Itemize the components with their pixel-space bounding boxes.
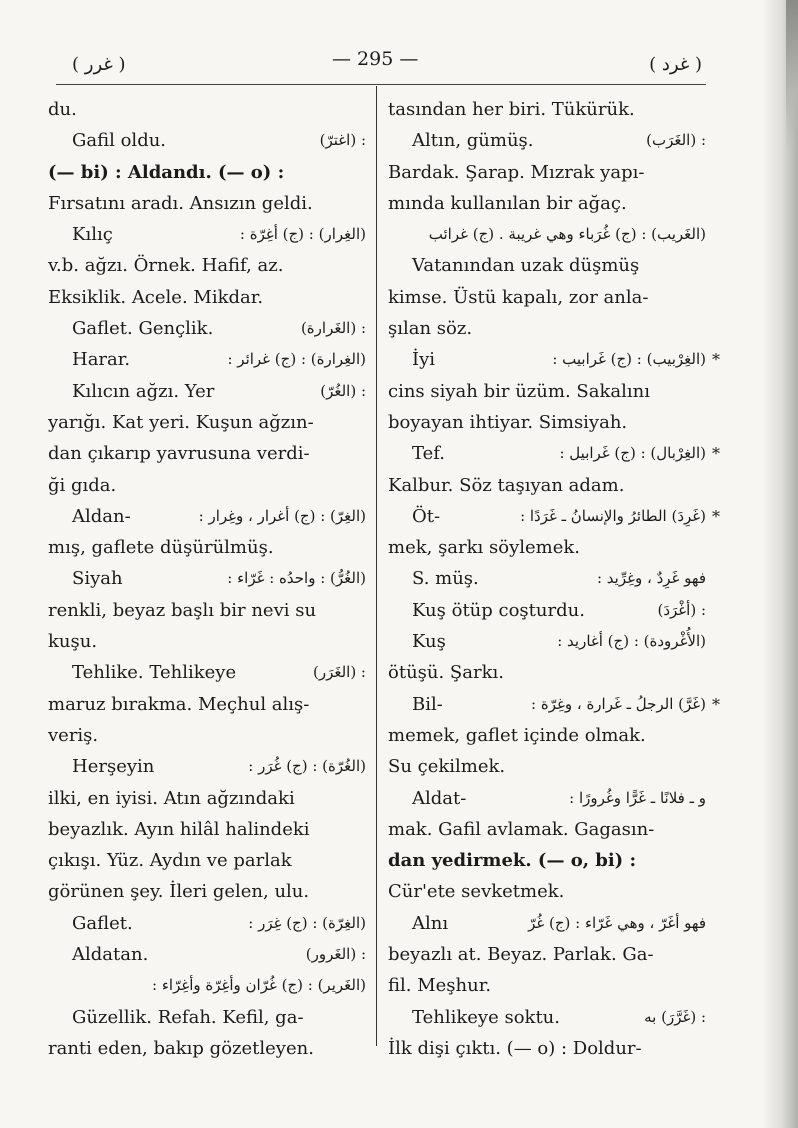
turkish-text: Öt- — [412, 505, 441, 527]
turkish-text: çıkışı. Yüz. Aydın ve parlak — [48, 850, 292, 872]
dictionary-line — [388, 376, 706, 407]
arabic-headword: (الغِرْبال) : (ج) غَرابيل : — [559, 444, 706, 463]
arabic-headword: (الغِرّ) : (ج) أغرار ، وغِرار : — [198, 506, 366, 525]
dictionary-line — [48, 751, 366, 782]
turkish-text: renkli, beyaz başlı bir nevi su — [48, 599, 317, 621]
turkish-text: S. müş. — [412, 568, 479, 590]
turkish-text: ranti eden, bakıp gözetleyen. — [48, 1037, 314, 1059]
turkish-text: Tehlike. Tehlikeye — [72, 662, 237, 684]
dictionary-line — [48, 344, 366, 375]
dictionary-line — [388, 438, 720, 469]
dictionary-line — [48, 783, 366, 814]
turkish-text: mek, şarkı söylemek. — [388, 537, 581, 559]
dictionary-line — [388, 783, 706, 814]
turkish-text: tasından her biri. Tükürük. — [388, 99, 635, 120]
dictionary-line — [388, 94, 706, 125]
turkish-text: ilki, en iyisi. Atın ağzındaki — [48, 787, 295, 809]
dictionary-line — [388, 470, 706, 501]
arabic-headword: : (الغَرَر) — [312, 663, 366, 682]
turkish-text: du. — [48, 99, 77, 120]
header-right-keyword: ( غرد ) — [649, 54, 702, 75]
dictionary-line — [388, 344, 720, 375]
header-left-keyword: ( غرر ) — [72, 54, 126, 75]
turkish-text: beyazlık. Ayın hilâl halindeki — [48, 818, 310, 840]
turkish-text: maruz bırakma. Meçhul alış- — [48, 693, 310, 715]
turkish-text: Siyah — [72, 568, 123, 590]
turkish-text: Bil- — [412, 693, 443, 715]
dictionary-line — [388, 188, 706, 219]
arabic-headword: (الغِرّة) : (ج) غِرَر : — [248, 913, 366, 932]
turkish-text: Herşeyin — [72, 756, 155, 778]
dictionary-line — [388, 908, 706, 939]
dictionary-line — [388, 563, 706, 594]
dictionary-line — [48, 125, 366, 156]
dictionary-line — [388, 157, 706, 188]
turkish-text: dan çıkarıp yavrusuna verdi- — [48, 443, 310, 465]
turkish-text: Kuş ötüp coşturdu. — [412, 599, 585, 621]
turkish-text: Fırsatını aradı. Ansızın geldi. — [48, 192, 313, 214]
turkish-text: beyazlı at. Beyaz. Parlak. Ga- — [388, 944, 654, 966]
turkish-text: Vatanından uzak düşmüş — [412, 255, 640, 277]
arabic-headword: (الغُرّة) : (ج) غُرَر : — [248, 757, 366, 776]
dictionary-line — [48, 720, 366, 751]
dictionary-line — [48, 157, 366, 188]
dictionary-line — [48, 939, 366, 970]
dictionary-line — [388, 720, 706, 751]
turkish-text: mak. Gafil avlamak. Gagasın- — [388, 818, 655, 840]
turkish-text: cins siyah bir üzüm. Sakalını — [388, 380, 650, 402]
turkish-text: boyayan ihtiyar. Simsiyah. — [388, 411, 628, 433]
dictionary-line — [48, 876, 366, 907]
dictionary-line — [48, 1033, 366, 1064]
dictionary-line — [48, 313, 366, 344]
turkish-text: Kılıcın ağzı. Yer — [72, 380, 215, 402]
dictionary-line — [48, 501, 366, 532]
arabic-headword: : (الغَرارة) — [300, 319, 366, 338]
dictionary-line — [388, 407, 706, 438]
dictionary-line — [388, 250, 706, 281]
dictionary-line — [388, 657, 706, 688]
turkish-text: İlk dişi çıktı. (— o) : Doldur- — [388, 1037, 642, 1059]
turkish-text: şılan söz. — [388, 318, 473, 340]
dictionary-line — [48, 563, 366, 594]
dictionary-line — [48, 438, 366, 469]
root-marker: * — [712, 350, 720, 370]
turkish-text: (— bi) : Aldandı. (— o) : — [48, 161, 285, 183]
dictionary-line — [388, 689, 720, 720]
column-divider — [376, 86, 377, 1046]
dictionary-line — [48, 595, 366, 626]
arabic-headword: فهو غَرِدٌ ، وغِرِّيد : — [596, 569, 706, 588]
dictionary-line — [388, 532, 706, 563]
dictionary-line — [388, 939, 706, 970]
dictionary-line — [48, 250, 366, 281]
turkish-text: yarığı. Kat yeri. Kuşun ağzın- — [48, 411, 314, 433]
dictionary-line — [48, 532, 366, 563]
turkish-text: Aldat- — [412, 787, 467, 809]
arabic-headword: : (اغترّ) — [319, 131, 366, 150]
turkish-text — [48, 975, 72, 996]
dictionary-line — [48, 282, 366, 313]
turkish-text: Gaflet. Gençlik. — [72, 318, 214, 340]
turkish-text: Altın, gümüş. — [412, 130, 534, 152]
turkish-text: Kuş — [412, 631, 446, 653]
turkish-text: Cür'ete sevketmek. — [388, 881, 565, 903]
arabic-headword: (الغَريب) : (ج) غُرَباء وهي غريبة . (ج) غرائب — [428, 225, 706, 244]
dictionary-line — [48, 407, 366, 438]
header-rule — [56, 84, 706, 85]
turkish-text: v.b. ağzı. Örnek. Hafif, az. — [48, 255, 284, 277]
dictionary-line — [388, 970, 706, 1001]
arabic-headword: (الغُرُّ) : واحدُه : غَرّاء : — [227, 569, 366, 588]
turkish-text: Bardak. Şarap. Mızrak yapı- — [388, 161, 645, 183]
dictionary-line — [388, 626, 706, 657]
dictionary-line — [48, 376, 366, 407]
dictionary-line — [388, 876, 706, 907]
dictionary-line — [48, 908, 366, 939]
page-edge-shadow — [762, 0, 798, 1128]
dictionary-line — [388, 313, 706, 344]
arabic-headword: (الأُغْرودة) : (ج) أغاريد : — [557, 632, 706, 651]
arabic-headword: (الغِرار) : (ج) أغِرّة : — [239, 225, 366, 244]
turkish-text: memek, gaflet içinde olmak. — [388, 724, 646, 746]
dictionary-line — [48, 1002, 366, 1033]
turkish-text: İyi — [412, 349, 436, 371]
dictionary-line — [388, 282, 706, 313]
dictionary-line — [388, 1033, 706, 1064]
turkish-text: Aldatan. — [72, 944, 149, 966]
arabic-headword: (الغِرارة) : (ج) غرائر : — [227, 350, 366, 369]
turkish-text: Kalbur. Söz taşıyan adam. — [388, 474, 625, 496]
arabic-headword: (غَرِدَ) الطائرُ والإنسانُ ـ غَرَدًا : — [520, 506, 706, 525]
dictionary-line — [48, 94, 366, 125]
arabic-headword: و ـ فلانًا ـ غَرًّا وغُرورًا : — [569, 788, 706, 807]
arabic-headword: : (غَرَّرَ) به — [644, 1007, 706, 1026]
dictionary-line — [48, 845, 366, 876]
arabic-headword: : (الغَرَب) — [646, 131, 706, 150]
dictionary-line — [48, 188, 366, 219]
page-number: — 295 — — [332, 48, 419, 70]
dictionary-line — [388, 219, 706, 250]
turkish-text: ötüşü. Şarkı. — [388, 662, 504, 684]
turkish-text: Aldan- — [72, 505, 131, 527]
dictionary-line — [48, 970, 366, 1001]
dictionary-line — [48, 626, 366, 657]
dictionary-line — [388, 814, 706, 845]
dictionary-line — [48, 657, 366, 688]
arabic-headword: (غَرَّ) الرجلُ ـ غَرارة ، وغِرّة : — [531, 694, 706, 713]
root-marker: * — [712, 694, 720, 714]
turkish-text: mında kullanılan bir ağaç. — [388, 192, 627, 214]
turkish-text: Alnı — [412, 912, 449, 934]
arabic-headword: : (الغَرور) — [305, 945, 366, 964]
root-marker: * — [712, 506, 720, 526]
dictionary-line — [388, 595, 706, 626]
root-marker: * — [712, 444, 720, 464]
dictionary-line — [388, 125, 706, 156]
dictionary-line — [48, 470, 366, 501]
turkish-text: dan yedirmek. (— o, bi) : — [388, 850, 637, 872]
arabic-headword: : (الغُرّ) — [320, 381, 366, 400]
dictionary-line — [48, 814, 366, 845]
turkish-text: Harar. — [72, 349, 131, 371]
turkish-text: kimse. Üstü kapalı, zor anla- — [388, 286, 649, 308]
left-column — [48, 94, 366, 1064]
turkish-text: Gaflet. — [72, 912, 133, 934]
dictionary-line — [48, 219, 366, 250]
turkish-text: Gafil oldu. — [72, 130, 167, 152]
arabic-headword: (الغِرْبيب) : (ج) غَرابيب : — [552, 350, 706, 369]
page-header — [62, 48, 702, 78]
arabic-headword: (الغَرير) : (ج) غُرّان وأغِرّة وأغِرّاء : — [152, 976, 366, 995]
turkish-text: Eksiklik. Acele. Mikdar. — [48, 286, 264, 308]
turkish-text: kuşu. — [48, 631, 98, 653]
arabic-headword: : (أغْرَدَ) — [657, 600, 706, 619]
turkish-text: Tehlikeye soktu. — [412, 1006, 560, 1028]
turkish-text: Tef. — [412, 443, 446, 465]
right-column — [388, 94, 720, 1064]
turkish-text: ği gıda. — [48, 474, 117, 496]
dictionary-line — [388, 1002, 706, 1033]
page-edge-dark — [786, 0, 798, 150]
turkish-text: fil. Meşhur. — [388, 975, 492, 997]
arabic-headword: فهو أغَرّ ، وهي غَرّاء : (ج) غُرّ — [528, 913, 706, 932]
turkish-text: Güzellik. Refah. Kefil, ga- — [72, 1006, 304, 1028]
dictionary-line — [48, 689, 366, 720]
dictionary-line — [388, 845, 706, 876]
turkish-text: veriş. — [48, 724, 99, 746]
turkish-text: Su çekilmek. — [388, 756, 506, 778]
turkish-text: mış, gaflete düşürülmüş. — [48, 537, 274, 559]
turkish-text: görünen şey. İleri gelen, ulu. — [48, 881, 310, 903]
dictionary-line — [388, 501, 720, 532]
dictionary-line — [388, 751, 706, 782]
turkish-text: Kılıç — [72, 224, 113, 246]
